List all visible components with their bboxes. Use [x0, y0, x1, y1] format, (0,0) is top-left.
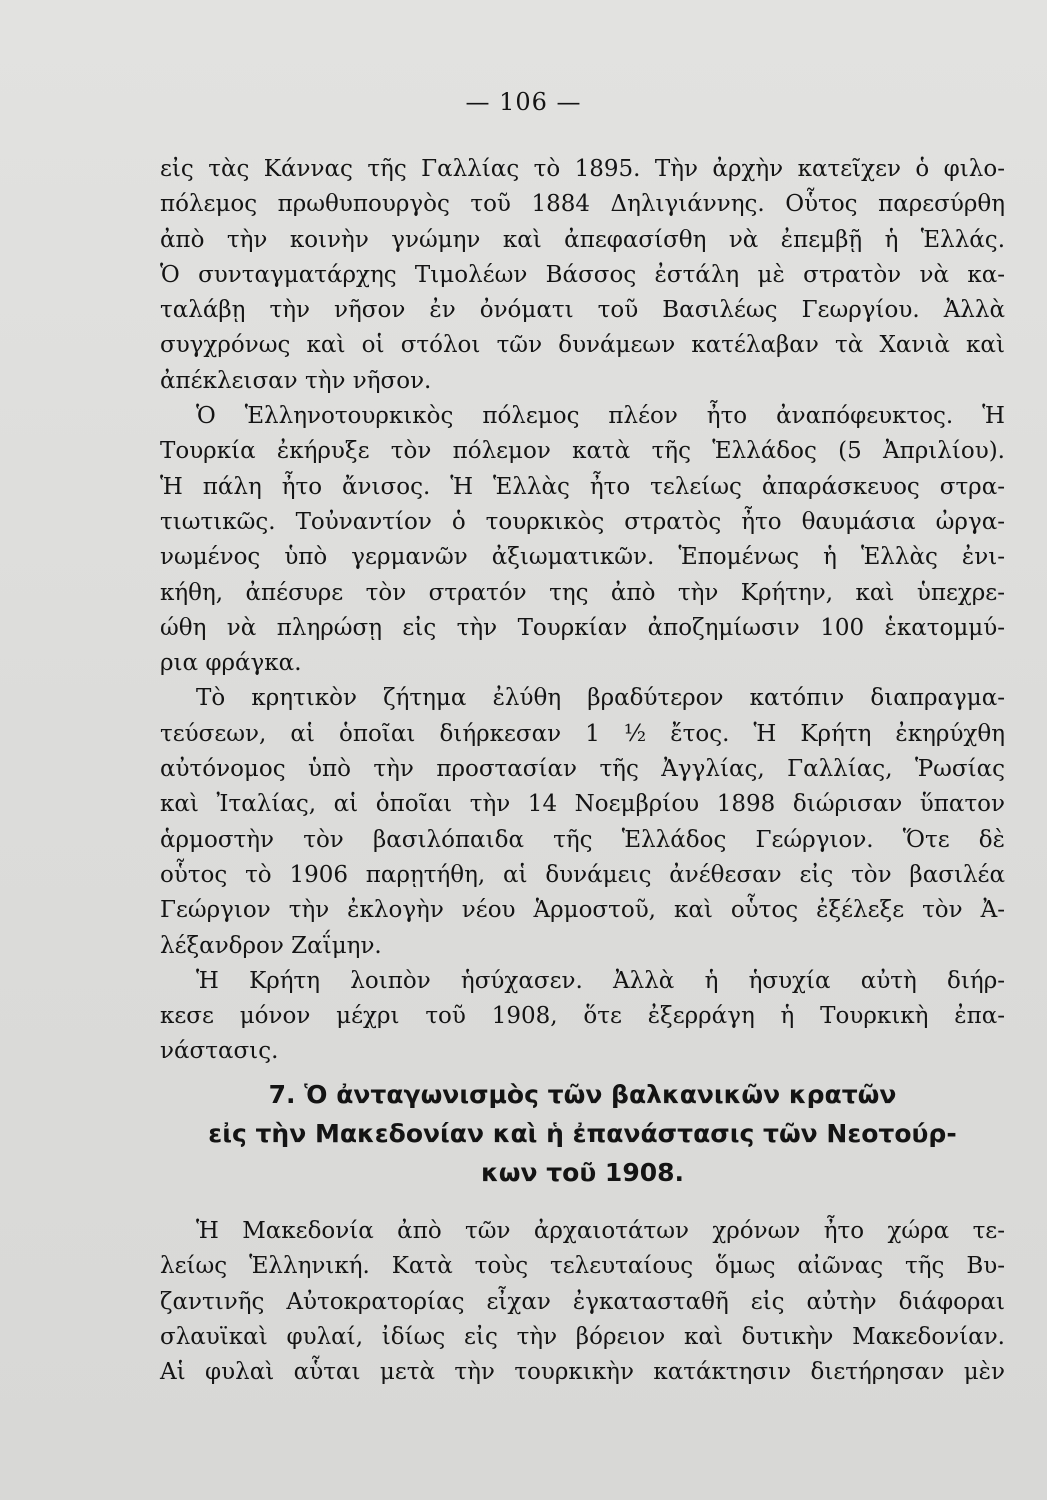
text-line: Αἱ φυλαὶ αὗται μετὰ τὴν τουρκικὴν κατάκτησιν διετήρησαν μὲν: [160, 1359, 1005, 1386]
page-number: — 106 —: [465, 88, 582, 116]
section-paragraph: [160, 1214, 1005, 1390]
text-line: τεύσεων, αἱ ὁποῖαι διήρκεσαν 1 ½ ἔτος. Ἡ Κρήτη ἐκηρύχθη: [160, 720, 1005, 747]
text-line: Τὸ κρητικὸν ζήτημα ἐλύθη βραδύτερον κατόπιν διαπραγμα-: [196, 685, 1005, 712]
text-line: νωμένος ὑπὸ γερμανῶν ἀξιωματικῶν. Ἑπομένως ἡ Ἑλλὰς ἐνι-: [160, 544, 1005, 571]
text-line: ἀπέκλεισαν τὴν νῆσον.: [160, 367, 432, 394]
text-line: Ὁ Ἑλληνοτουρκικὸς πόλεμος πλέον ἦτο ἀναπόφευκτος. Ἡ: [196, 403, 1005, 430]
text-line: Ἡ πάλη ἦτο ἄνισος. Ἡ Ἑλλὰς ἦτο τελείως ἀπαράσκευος στρα-: [160, 473, 1005, 500]
text-line: ταλάβῃ τὴν νῆσον ἐν ὀνόματι τοῦ Βασιλέως Γεωργίου. Ἀλλὰ: [160, 297, 1005, 324]
text-line: ώθη νὰ πληρώσῃ εἰς τὴν Τουρκίαν ἀποζημίωσιν 100 ἑκατομμύ-: [160, 614, 1005, 641]
paragraph-2: [160, 399, 1005, 681]
text-line: λέξανδρον Ζαΐμην.: [160, 932, 382, 959]
heading-line: κων τοῦ 1908.: [480, 1158, 684, 1187]
paragraph-1: [160, 152, 1005, 399]
text-line: σλαυϊκαὶ φυλαί, ἰδίως εἰς τὴν βόρειον καὶ δυτικὴν Μακεδονίαν.: [160, 1323, 1005, 1350]
paragraph-4: [160, 964, 1005, 1070]
text-line: πόλεμος πρωθυπουργὸς τοῦ 1884 Δηλιγιάννης. Οὗτος παρεσύρθη: [160, 191, 1005, 218]
text-line: ζαντινῆς Αὐτοκρατορίας εἶχαν ἐγκατασταθῆ εἰς αὐτὴν διάφοραι: [160, 1288, 1005, 1315]
text-line: ρια φράγκα.: [160, 650, 302, 677]
text-line: αὐτόνομος ὑπὸ τὴν προστασίαν τῆς Ἀγγλίας, Γαλλίας, Ῥωσίας: [160, 756, 1005, 783]
text-line: Ἡ Μακεδονία ἀπὸ τῶν ἀρχαιοτάτων χρόνων ἦτο χώρα τε-: [196, 1218, 1005, 1244]
text-line: λείως Ἑλληνική. Κατὰ τοὺς τελευταίους ὅμως αἰῶνας τῆς Βυ-: [160, 1253, 1005, 1280]
text-line: νάστασις.: [160, 1038, 279, 1065]
text-line: Ὁ συνταγματάρχης Τιμολέων Βάσσος ἐστάλη μὲ στρατὸν νὰ κα-: [160, 261, 1005, 288]
heading-line: 7. Ὁ ἀνταγωνισμὸς τῶν βαλκανικῶν κρατῶν: [268, 1080, 897, 1109]
text-line: ἀπὸ τὴν κοινὴν γνώμην καὶ ἀπεφασίσθη νὰ ἐπεμβῇ ἡ Ἑλλάς.: [160, 226, 1005, 253]
main-text: [160, 152, 1005, 1070]
text-line: τιωτικῶς. Τοὐναντίον ὁ τουρκικὸς στρατὸς ἦτο θαυμάσια ὠργα-: [160, 508, 1005, 535]
heading-line: εἰς τὴν Μακεδονίαν καὶ ἡ ἐπανάστασις τῶν Νεοτούρ-: [208, 1119, 957, 1148]
text-line: Τουρκία ἐκήρυξε τὸν πόλεμον κατὰ τῆς Ἑλλάδος (5 Ἀπριλίου).: [160, 438, 1005, 465]
text-line: κεσε μόνον μέχρι τοῦ 1908, ὅτε ἐξερράγη ἡ Τουρκικὴ ἐπα-: [160, 1003, 1005, 1030]
text-line: ἁρμοστὴν τὸν βασιλόπαιδα τῆς Ἑλλάδος Γεώργιον. Ὅτε δὲ: [160, 826, 1005, 853]
text-line: καὶ Ἰταλίας, αἱ ὁποῖαι τὴν 14 Νοεμβρίου 1898 διώρισαν ὕπατον: [160, 791, 1005, 818]
text-line: οὗτος τὸ 1906 παρῃτήθη, αἱ δυνάμεις ἀνέθεσαν εἰς τὸν βασιλέα: [160, 861, 1005, 888]
section-body: [160, 1214, 1005, 1390]
text-line: κήθη, ἀπέσυρε τὸν στρατόν της ἀπὸ τὴν Κρήτην, καὶ ὑπεχρε-: [160, 579, 1005, 606]
text-line: συγχρόνως καὶ οἱ στόλοι τῶν δυνάμεων κατέλαβαν τὰ Χανιὰ καὶ: [160, 332, 1005, 359]
text-line: εἰς τὰς Κάννας τῆς Γαλλίας τὸ 1895. Τὴν ἀρχὴν κατεῖχεν ὁ φιλο-: [160, 156, 1005, 182]
paragraph-3: [160, 681, 1005, 963]
section-heading: [160, 1075, 1005, 1192]
text-line: Γεώργιον τὴν ἐκλογὴν νέου Ἁρμοστοῦ, καὶ οὗτος ἐξέλεξε τὸν Ἀ-: [160, 897, 1005, 924]
text-line: Ἡ Κρήτη λοιπὸν ἡσύχασεν. Ἀλλὰ ἡ ἡσυχία αὐτὴ διήρ-: [196, 967, 1005, 994]
